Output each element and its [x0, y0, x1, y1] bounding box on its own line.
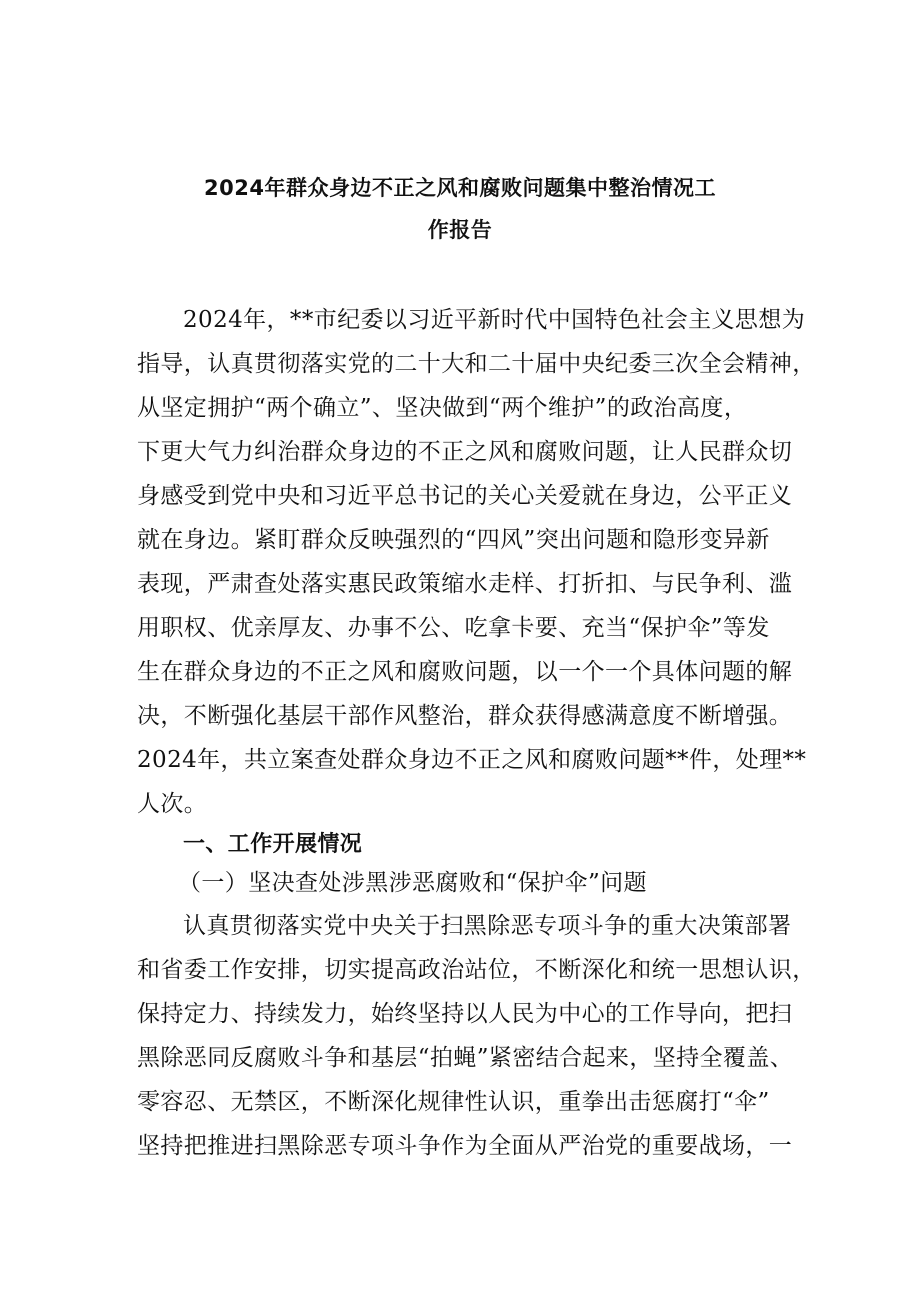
paragraph-1-line: 2024年，共立案查处群众身边不正之风和腐败问题**件，处理** — [137, 747, 807, 773]
document-title-line-1: 2024年群众身边不正之风和腐败问题集中整治情况工 — [204, 176, 716, 200]
paragraph-2-line: 认真贯彻落实党中央关于扫黑除恶专项斗争的重大决策部署 — [183, 913, 792, 939]
paragraph-1-line: 身感受到党中央和习近平总书记的关心关爱就在身边，公平正义 — [137, 483, 793, 509]
paragraph-1-line: 人次。 — [137, 791, 208, 817]
paragraph-1-line: 指导，认真贯彻落实党的二十大和二十届中央纪委三次全会精神， — [137, 351, 816, 377]
subsection-heading-1: （一）坚决查处涉黑涉恶腐败和“保护伞”问题 — [178, 870, 647, 896]
paragraph-1-line: 下更大气力纠治群众身边的不正之风和腐败问题，让人民群众切 — [137, 439, 793, 465]
paragraph-1-line: 用职权、优亲厚友、办事不公、吃拿卡要、充当“保护伞”等发 — [137, 615, 770, 641]
document-title-line-2: 作报告 — [427, 218, 493, 242]
paragraph-1-line: 从坚定拥护“两个确立”、坚决做到“两个维护”的政治高度， — [137, 395, 748, 421]
paragraph-2-line: 坚持把推进扫黑除恶专项斗争作为全面从严治党的重要战场，一 — [137, 1133, 793, 1159]
section-heading-1: 一、工作开展情况 — [183, 832, 363, 857]
paragraph-1-line: 2024年，**市纪委以习近平新时代中国特色社会主义思想为 — [183, 307, 806, 333]
paragraph-1-line: 生在群众身边的不正之风和腐败问题，以一个一个具体问题的解 — [137, 659, 793, 685]
paragraph-2-line: 保持定力、持续发力，始终坚持以人民为中心的工作导向，把扫 — [137, 1001, 793, 1027]
paragraph-2-line: 零容忍、无禁区，不断深化规律性认识，重拳出击惩腐打“伞” — [137, 1089, 770, 1115]
paragraph-2-line: 黑除恶同反腐败斗争和基层“拍蝇”紧密结合起来，坚持全覆盖、 — [137, 1045, 794, 1071]
paragraph-2-line: 和省委工作安排，切实提高政治站位，不断深化和统一思想认识， — [137, 957, 816, 983]
paragraph-1-line: 决，不断强化基层干部作风整治，群众获得感满意度不断增强。 — [137, 703, 793, 729]
paragraph-1-line: 表现，严肃查处落实惠民政策缩水走样、打折扣、与民争利、滥 — [137, 571, 793, 597]
paragraph-1-line: 就在身边。紧盯群众反映强烈的“四风”突出问题和隐形变异新 — [137, 527, 770, 553]
